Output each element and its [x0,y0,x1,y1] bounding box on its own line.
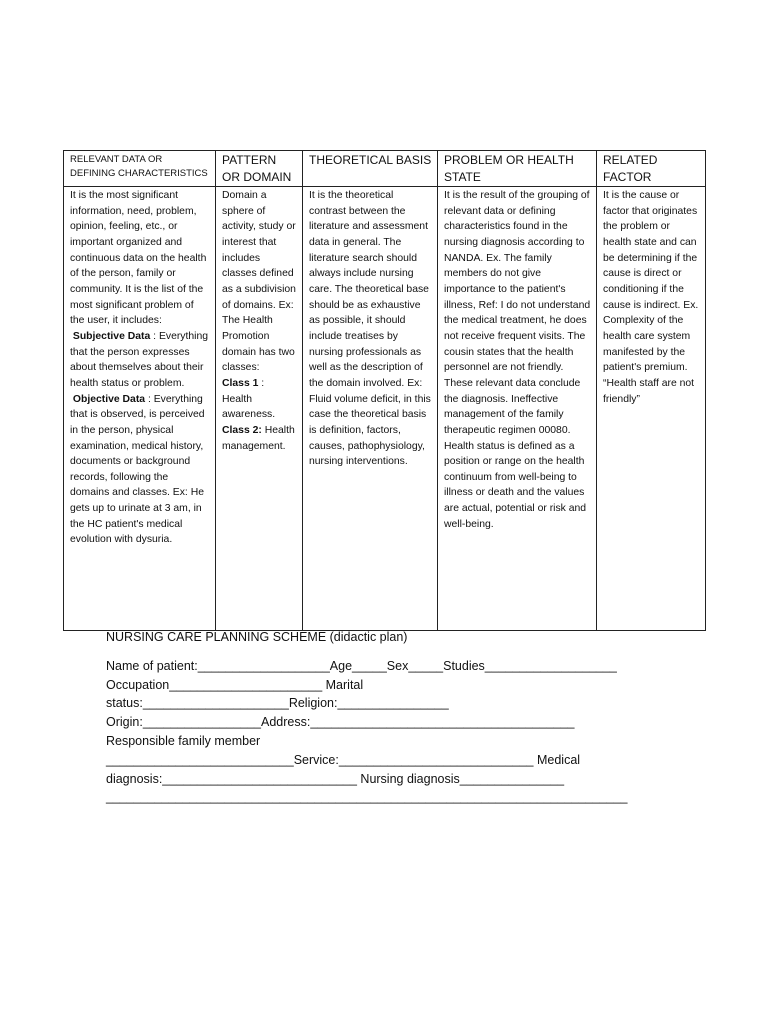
form-line-marital-status[interactable]: status:_____________________Religion:________________ [106,696,449,711]
header-problem-health-state: PROBLEM OR HEALTH STATE [438,151,597,187]
objective-data-label: Objective Data [72,393,146,405]
cell-pattern-domain [216,187,303,631]
class2-text: Health management. [222,424,295,452]
subjective-data-block [70,329,210,392]
nursing-care-table [63,150,706,631]
form-line-blank[interactable]: ___________________________________________________________________________ [106,790,628,805]
cell-related-factor: It is the cause or factor that originates the problem or health state and can be determining if the cause is direct or conditioning if the cause is indirect. Ex. Complexity of the health care system manifested by the patient's premium. “Health staff are not friendly” [597,187,706,631]
form-line-patient[interactable]: Name of patient:___________________Age_____Sex_____Studies___________________ [106,658,617,673]
relevant-data-intro: It is the most significant information, need, problem, opinion, feeling, etc., or important organized and continuous data on the health of the person, family or community. It is the list of the most significant problem of the user, it includes: [70,190,207,327]
table-header-row [64,151,706,187]
form-line-service[interactable]: ___________________________Service:____________________________ Medical [106,752,581,767]
form-line-occupation[interactable]: Occupation______________________ Marital [106,677,364,692]
form-line-origin[interactable]: Origin:_________________Address:______________________________________ [106,715,575,730]
form-title: NURSING CARE PLANNING SCHEME (didactic plan) [106,630,408,644]
class1-label: Class 1 [222,377,259,389]
form-line-diagnosis[interactable]: diagnosis:____________________________ Nursing diagnosis_______________ [106,771,565,786]
subjective-data-text: : Everything that the person expresses about themselves about their health status or problem. [70,330,209,389]
class2-block [222,423,297,454]
cell-problem-health-state: It is the result of the grouping of relevant data or defining characteristics found in the nursing diagnosis according to NANDA. Ex. The family members do not give importance to the patient's illness, Ref: I do not understand the medical treatment, he does not receive frequent visits. The cousin states that the health personnel are not friendly. These relevant data conclude the diagnosis. Ineffective management of the family therapeutic regimen 00080. Health status is defined as a position or range on the health continuum from well-being to illness or death and the values are actual, potential or risk and well-being. [438,187,597,631]
form-line-family-member-label: Responsible family member [106,733,261,748]
objective-data-text: : Everything that is observed, is perceived in the person, physical examination, medical history, documents or background records, following the domains and classes. Ex: He gets up to urinate at 3 am, in the HC patient's medical evolution with dysuria. [70,393,205,546]
class1-text: : Health awareness. [222,377,276,421]
cell-theoretical-basis: It is the theoretical contrast between the literature and assessment data in general. The literature search should always include nursing care. The theoretical base should be as exhaustive as possible, it should include treatises by nursing professionals as well as the description of the domain involved. Ex: Fluid volume deficit, in this case the theoretical basis is definition, factors, causes, pathophysiology, nursing interventions. [303,187,438,631]
pattern-domain-intro: Domain a sphere of activity, study or interest that includes classes defined as a subdivision of domains. Ex: The Health Promotion domain has two classes: [222,190,296,374]
header-relevant-data: RELEVANT DATA OR DEFINING CHARACTERISTICS [64,151,216,187]
subjective-data-label: Subjective Data [72,330,151,342]
header-related-factor: RELATED FACTOR [597,151,706,187]
class2-label: Class 2: [222,424,262,436]
care-planning-form [106,628,686,807]
header-theoretical-basis: THEORETICAL BASIS [303,151,438,187]
table-row [64,187,706,631]
cell-relevant-data [64,187,216,631]
objective-data-block [70,392,210,549]
class1-block [222,376,297,423]
header-pattern-domain: PATTERN OR DOMAIN [216,151,303,187]
